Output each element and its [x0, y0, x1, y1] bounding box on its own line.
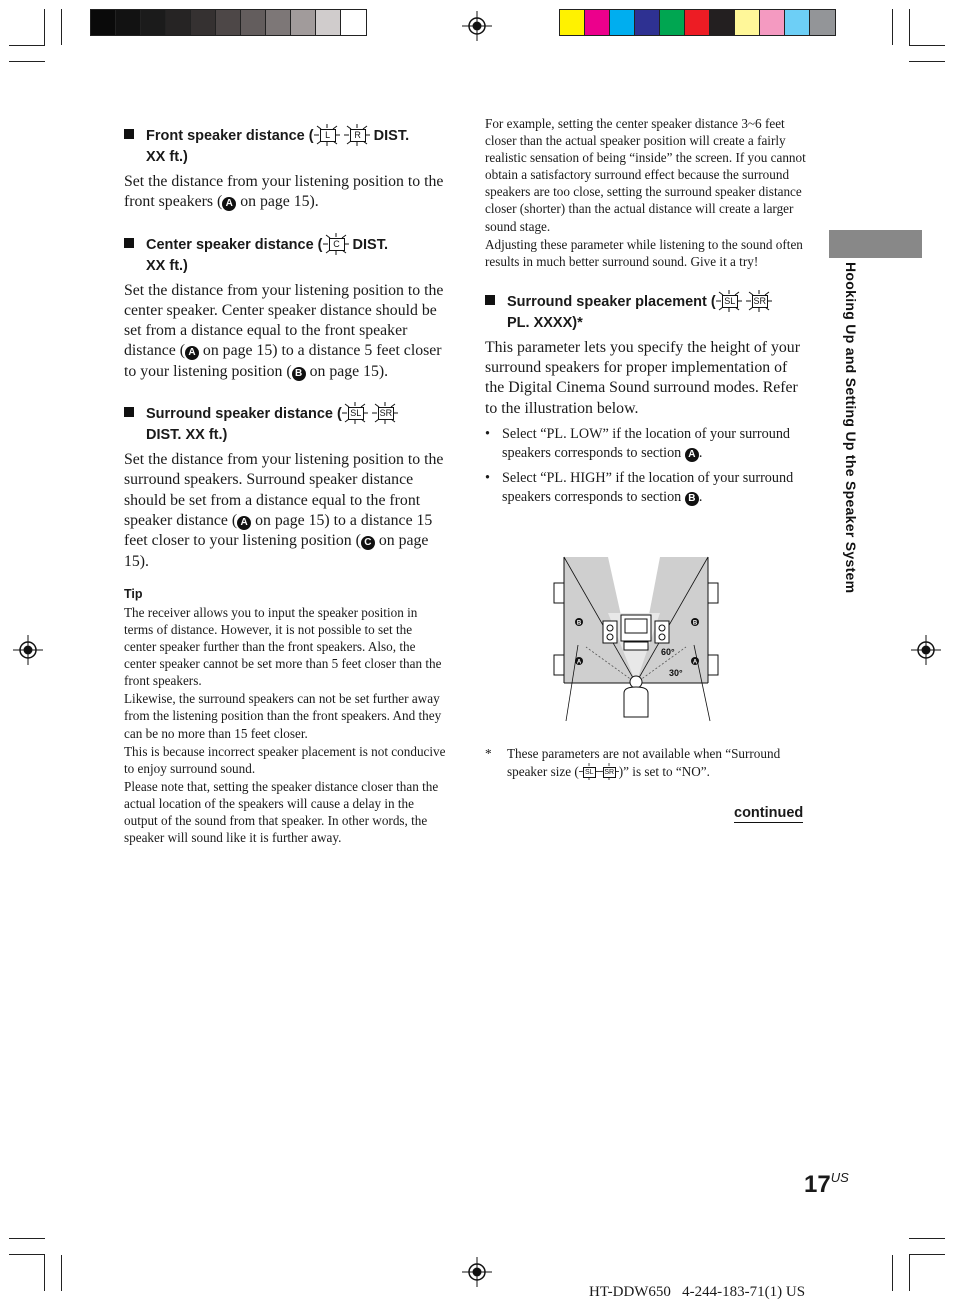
crop-mark [909, 61, 945, 62]
color-swatch [810, 10, 835, 35]
crop-mark [9, 1238, 45, 1239]
color-swatch [635, 10, 660, 35]
right-column [485, 115, 807, 507]
marker-a-icon: A [222, 197, 236, 211]
tip-label: Tip [124, 586, 143, 601]
tip-paragraph: The receiver allows you to input the speaker position in terms of distance. However, it is not possible to set the center speaker further than the front speakers. Also, the center speaker cannot be set more than 5 feet closer than the front speakers. [124, 604, 442, 689]
color-swatch [191, 10, 216, 35]
speaker-r-icon: R [344, 124, 370, 146]
svg-text:B: B [692, 620, 698, 627]
surround-speaker-placement-heading: Surround speaker placement ( SL SR PL. XXXX)* [485, 290, 807, 334]
tip-paragraph: This is because incorrect speaker placement is not conducive to enjoy surround sound. [124, 743, 446, 776]
section-tab [829, 230, 922, 258]
crop-mark [9, 45, 45, 46]
crop-mark [9, 61, 45, 62]
placement-bullet-high: • Select “PL. HIGH” if the location of your surround speakers corresponds to section B . [485, 469, 807, 507]
color-swatch [291, 10, 316, 35]
color-swatch [610, 10, 635, 35]
color-swatch [685, 10, 710, 35]
tip-paragraph: Please note that, setting the speaker distance closer than the actual location of the speakers will cause a delay in the output of the sound from that speaker. In other words, the speaker will sound like it is further away. [124, 778, 439, 846]
document-footer: HT-DDW650 4-244-183-71(1) US [589, 1284, 806, 1300]
crop-mark [61, 9, 62, 45]
registration-mark-icon [13, 635, 43, 665]
speaker-c-icon: C [323, 233, 349, 255]
surround-speaker-high-right [708, 583, 718, 603]
color-swatch [116, 10, 141, 35]
surround-speaker-distance-text: Set the distance from your listening position to the surround speakers. Surround speaker distance should be set from a distance equal to the front speaker distance ( A on page 15) to a distance 15 feet closer to your listening position ( C on page 15). [124, 451, 444, 570]
listener-head [630, 676, 642, 688]
left-column [124, 124, 446, 846]
crop-mark [909, 1254, 945, 1255]
crop-mark [909, 1255, 910, 1291]
center-speaker-distance-heading: Center speaker distance ( C DIST. XX ft.) [124, 233, 446, 277]
marker-a-icon: A [185, 346, 199, 360]
square-bullet-icon [124, 238, 134, 248]
intro-paragraph: Adjusting these parameter while listening to the sound often results in much better surround sound. Give it a try! [485, 236, 803, 269]
color-swatch [585, 10, 610, 35]
listener-chair [624, 687, 648, 717]
process-color-bar [559, 9, 836, 36]
crop-mark [909, 9, 910, 45]
crop-mark [9, 1254, 45, 1255]
registration-mark-icon [462, 11, 492, 41]
speaker-sl-icon: SL [342, 402, 368, 424]
color-swatch [266, 10, 291, 35]
speaker-sr-icon: SR [604, 768, 615, 776]
color-swatch [316, 10, 341, 35]
front-speaker-distance-heading: Front speaker distance ( L R DIST. XX ft.) [124, 124, 446, 168]
color-swatch [710, 10, 735, 35]
svg-text:A: A [576, 659, 582, 666]
registration-mark-icon [462, 1257, 492, 1287]
color-swatch [660, 10, 685, 35]
center-speaker-distance-text: Set the distance from your listening position to the center speaker. Center speaker distance should be set from a distance equal to the front speaker distance ( A on page 15) to a distance 5 feet closer to your listening position ( B on page 15). [124, 281, 444, 380]
square-bullet-icon [485, 295, 495, 305]
color-swatch [341, 10, 366, 35]
surround-speaker-low-right [708, 655, 718, 675]
color-swatch [785, 10, 810, 35]
svg-text:A: A [692, 659, 698, 666]
speaker-sl-icon: SL [716, 290, 742, 312]
crop-mark [44, 9, 45, 45]
speaker-sr-icon: SR [746, 290, 772, 312]
front-speaker-distance-text: Set the distance from your listening position to the front speakers ( A on page 15). [124, 173, 444, 211]
footnote: * These parameters are not available when “Surround speaker size ( SL SR )” is set to “NO”. [485, 746, 781, 779]
surround-placement-text: This parameter lets you specify the height of your surround speakers for proper implementation of the Digital Cinema Sound surround modes. Refer to the illustration below. [485, 338, 800, 417]
placement-bullet-low: • Select “PL. LOW” if the location of your surround speakers corresponds to section A . [485, 425, 807, 463]
marker-c-icon: C [361, 536, 375, 550]
marker-a-icon: A [237, 516, 251, 530]
crop-mark [61, 1255, 62, 1291]
continued-label: continued [734, 805, 804, 821]
speaker-sr-icon: SR [372, 402, 398, 424]
tip-paragraph: Likewise, the surround speakers can not be set further away from the listening position than the front speakers. And they can be no more than 15 feet closer. [124, 691, 442, 741]
crop-mark [909, 45, 945, 46]
side-section-title: Hooking Up and Setting Up the Speaker System [843, 262, 859, 594]
crop-mark [892, 9, 893, 45]
speaker-sl-icon: SL [579, 763, 599, 780]
marker-b-icon: B [292, 367, 306, 381]
registration-mark-icon [911, 635, 941, 665]
color-swatch [216, 10, 241, 35]
color-swatch [560, 10, 585, 35]
color-swatch [91, 10, 116, 35]
grayscale-color-bar [90, 9, 367, 36]
page-number: $17^{US}$ [804, 1170, 849, 1198]
intro-paragraph: For example, setting the center speaker distance 3~6 feet closer than the actual speaker position will create a fairly realistic sensation of being “inside” the screen. If you cannot obtain a satisfactory surround effect because the surround speakers are too close, setting the surround speaker distance closer (shorter) than the actual distance will create a larger sound stage. [485, 116, 806, 234]
speaker-l-icon: L [314, 124, 340, 146]
marker-b-icon: B [685, 492, 699, 506]
crop-mark [909, 1238, 945, 1239]
color-swatch [241, 10, 266, 35]
color-swatch [166, 10, 191, 35]
crop-mark [892, 1255, 893, 1291]
color-swatch [760, 10, 785, 35]
marker-a-icon: A [685, 448, 699, 462]
center-speaker [624, 642, 648, 650]
color-swatch [141, 10, 166, 35]
crop-mark [44, 1255, 45, 1291]
surround-speaker-low-left [554, 655, 564, 675]
surround-speaker-high-left [554, 583, 564, 603]
square-bullet-icon [124, 407, 134, 417]
angle-60-label: 60° [661, 647, 675, 657]
svg-text:B: B [576, 620, 582, 627]
color-swatch [735, 10, 760, 35]
speaker-placement-diagram [548, 555, 720, 725]
surround-speaker-distance-heading: Surround speaker distance ( SL SR DIST. XX ft.) [124, 402, 446, 446]
angle-30-label: 30° [669, 668, 683, 678]
square-bullet-icon [124, 129, 134, 139]
